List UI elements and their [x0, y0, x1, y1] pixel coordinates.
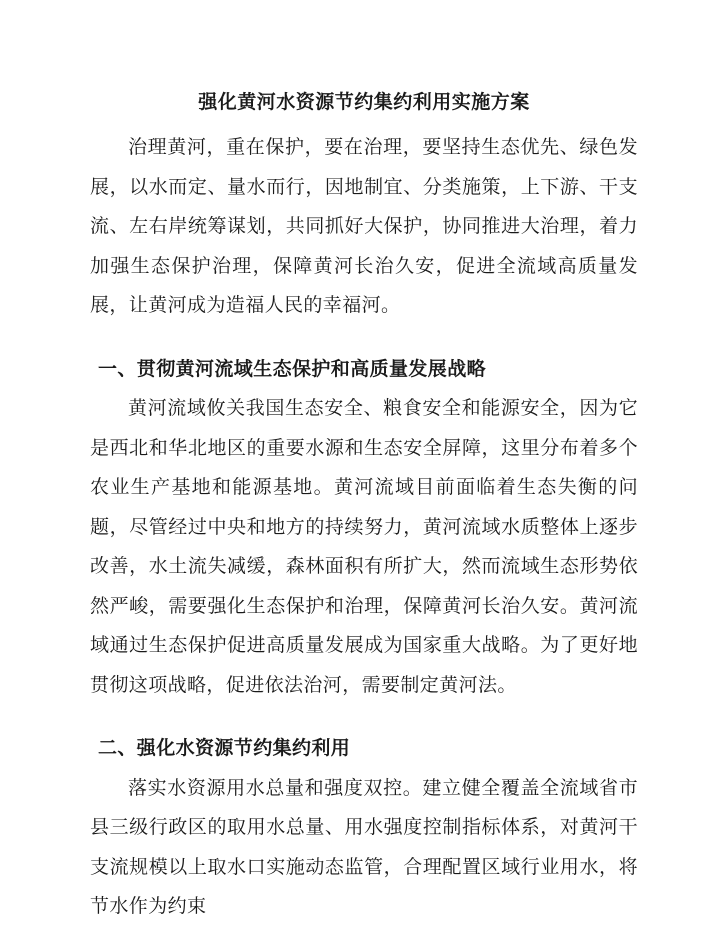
section-1-paragraph: 黄河流域攸关我国生态安全、粮食安全和能源安全，因为它是西北和华北地区的重要水源和生态安全屏障，这里分布着多个农业生产基地和能源基地。黄河流域目前面临着生态失衡的问题，尽管经过中央和地方的持续努力，黄河流域水质整体上逐步改善，水土流失减缓，森林面积有所扩大，然而流域生态形势依然严峻，需要强化生态保护和治理，保障黄河长治久安。黄河流域通过生态保护促进高质量发展成为国家重大战略。为了更好地贯彻这项战略，促进依法治河，需要制定黄河法。	[90, 397, 638, 696]
section-gap	[90, 326, 638, 338]
section-1-heading: 一、贯彻黄河流域生态保护和高质量发展战略	[98, 357, 487, 380]
intro-paragraph: 治理黄河，重在保护，要在治理，要坚持生态优先、绿色发展，以水而定、量水而行，因地制宜、分类施策，上下游、干支流、左右岸统筹谋划，共同抓好大保护，协同推进大治理，着力加强生态保护治理，保障黄河长治久安，促进全流域高质量发展，让黄河成为造福人民的幸福河。	[90, 136, 638, 316]
section-2-paragraph: 落实水资源用水总量和强度双控。建立健全覆盖全流域省市县三级行政区的取用水总量、用水强度控制指标体系，对黄河干支流规模以上取水口实施动态监管，合理配置区域行业用水，将节水作为约束	[90, 776, 638, 917]
document-title: 强化黄河水资源节约集约利用实施方案	[198, 91, 530, 113]
section-2-heading: 二、强化水资源节约集约利用	[98, 737, 351, 759]
section-gap	[90, 705, 638, 717]
